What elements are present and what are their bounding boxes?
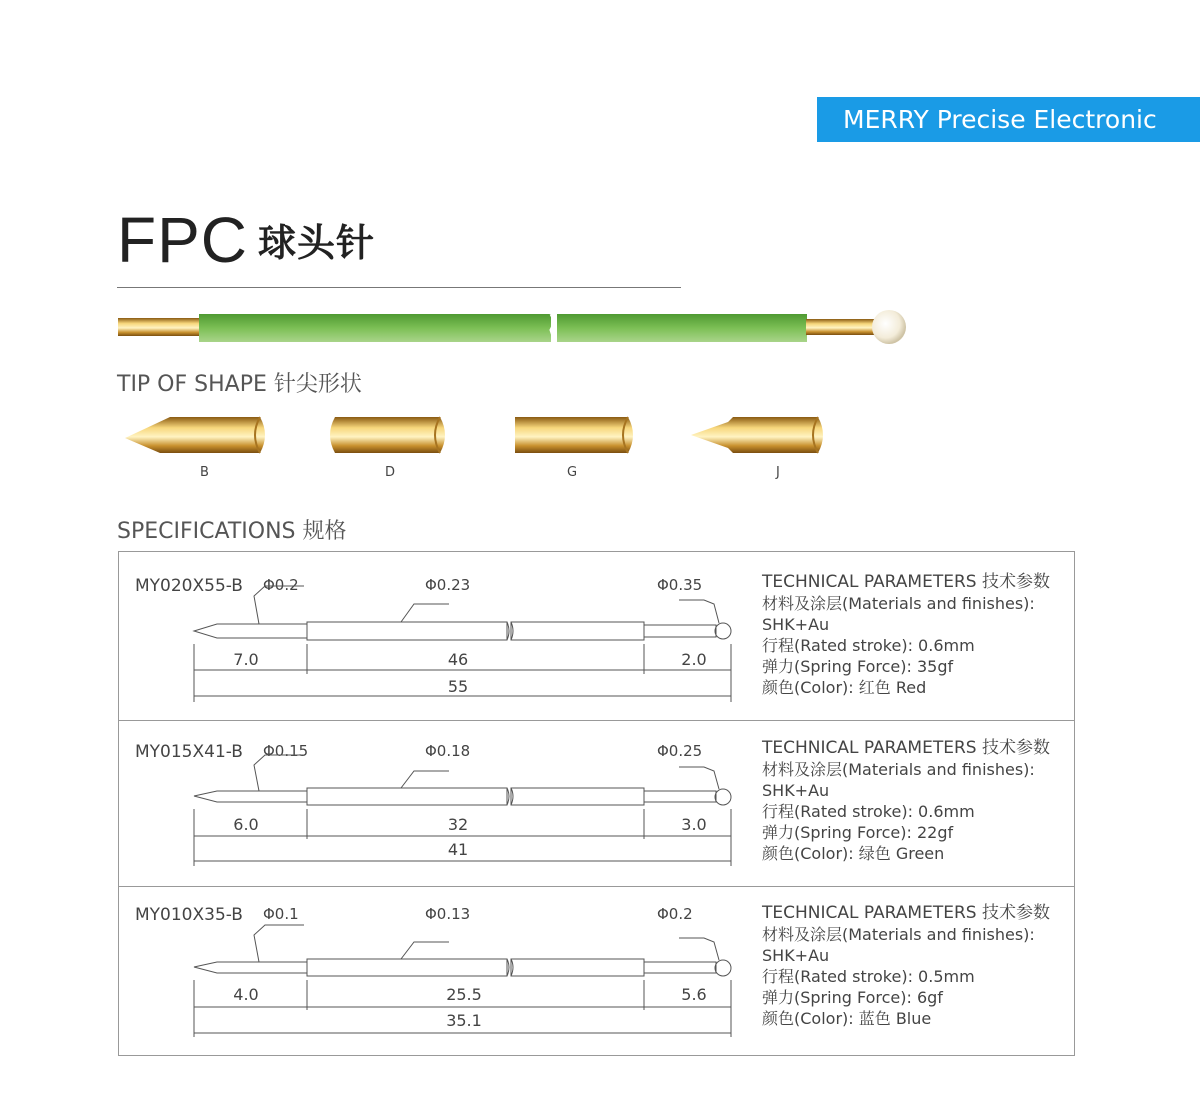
tip-label-d: D xyxy=(385,465,396,480)
title-prefix: FPC xyxy=(117,204,248,276)
title-divider xyxy=(117,287,681,288)
tip-length: 7.0 xyxy=(233,650,259,669)
tip-diameter: Φ0.15 xyxy=(263,742,309,760)
probe-dimension-drawing xyxy=(119,887,759,1056)
total-length: 35.1 xyxy=(446,1011,482,1030)
technical-parameters xyxy=(762,738,1050,864)
tip-diameter: Φ0.2 xyxy=(263,576,299,594)
ball-end-length: 3.0 xyxy=(681,815,707,834)
rated-stroke: 行程(Rated stroke): 0.6mm xyxy=(762,636,975,655)
material-label: 材料及涂层(Materials and finishes): xyxy=(762,760,1035,779)
tip-shape-heading: TIP OF SHAPE 针尖形状 xyxy=(117,372,362,397)
tip-diameter: Φ0.1 xyxy=(263,905,299,923)
parameters-heading: TECHNICAL PARAMETERS 技术参数 xyxy=(762,572,1050,592)
color-value: 颜色(Color): 红色 Red xyxy=(762,678,927,697)
barrel-diameter: Φ0.23 xyxy=(425,576,471,594)
spring-force: 弹力(Spring Force): 22gf xyxy=(762,823,954,842)
color-value: 颜色(Color): 绿色 Green xyxy=(762,844,945,863)
model-number: MY020X55-B xyxy=(135,576,243,596)
spring-force: 弹力(Spring Force): 35gf xyxy=(762,657,954,676)
ball-end-length: 2.0 xyxy=(681,650,707,669)
parameters-heading: TECHNICAL PARAMETERS 技术参数 xyxy=(762,903,1050,923)
total-length: 55 xyxy=(447,677,469,696)
material-label: 材料及涂层(Materials and finishes): xyxy=(762,925,1035,944)
title-chinese: 球头针 xyxy=(258,223,376,265)
tip-b-illustration xyxy=(120,412,280,458)
ball-diameter: Φ0.35 xyxy=(657,576,703,594)
spec-row xyxy=(119,886,1074,1056)
barrel-diameter: Φ0.18 xyxy=(425,742,471,760)
tip-j-illustration xyxy=(688,412,838,458)
tip-length: 4.0 xyxy=(233,985,259,1004)
material-value: SHK+Au xyxy=(762,946,830,965)
specifications-table xyxy=(118,551,1075,1056)
color-value: 颜色(Color): 蓝色 Blue xyxy=(762,1009,932,1028)
barrel-length: 25.5 xyxy=(446,985,482,1004)
tip-d-illustration xyxy=(325,412,455,458)
probe-illustration xyxy=(0,300,1200,360)
spring-force: 弹力(Spring Force): 6gf xyxy=(762,988,943,1007)
parameters-heading: TECHNICAL PARAMETERS 技术参数 xyxy=(762,738,1050,758)
ball-diameter: Φ0.25 xyxy=(657,742,703,760)
total-length: 41 xyxy=(447,840,469,859)
rated-stroke: 行程(Rated stroke): 0.6mm xyxy=(762,802,975,821)
barrel-length: 46 xyxy=(447,650,469,669)
material-value: SHK+Au xyxy=(762,781,830,800)
material-value: SHK+Au xyxy=(762,615,830,634)
probe-dimension-drawing xyxy=(119,721,759,887)
spec-row xyxy=(119,552,1074,720)
page-title xyxy=(117,203,375,277)
ball-diameter: Φ0.2 xyxy=(657,905,693,923)
tip-label-j: J xyxy=(776,465,780,480)
tip-length: 6.0 xyxy=(233,815,259,834)
tip-g-illustration xyxy=(513,412,643,458)
brand-banner: MERRY Precise Electronic xyxy=(817,97,1200,142)
spec-row xyxy=(119,720,1074,887)
tip-label-g: G xyxy=(567,465,578,480)
technical-parameters xyxy=(762,572,1050,698)
model-number: MY015X41-B xyxy=(135,742,243,762)
material-label: 材料及涂层(Materials and finishes): xyxy=(762,594,1035,613)
model-number: MY010X35-B xyxy=(135,905,243,925)
specifications-heading: SPECIFICATIONS 规格 xyxy=(117,519,347,544)
ball-end-length: 5.6 xyxy=(681,985,707,1004)
barrel-length: 32 xyxy=(447,815,469,834)
technical-parameters xyxy=(762,903,1050,1029)
barrel-diameter: Φ0.13 xyxy=(425,905,471,923)
tip-label-b: B xyxy=(200,465,209,480)
rated-stroke: 行程(Rated stroke): 0.5mm xyxy=(762,967,975,986)
